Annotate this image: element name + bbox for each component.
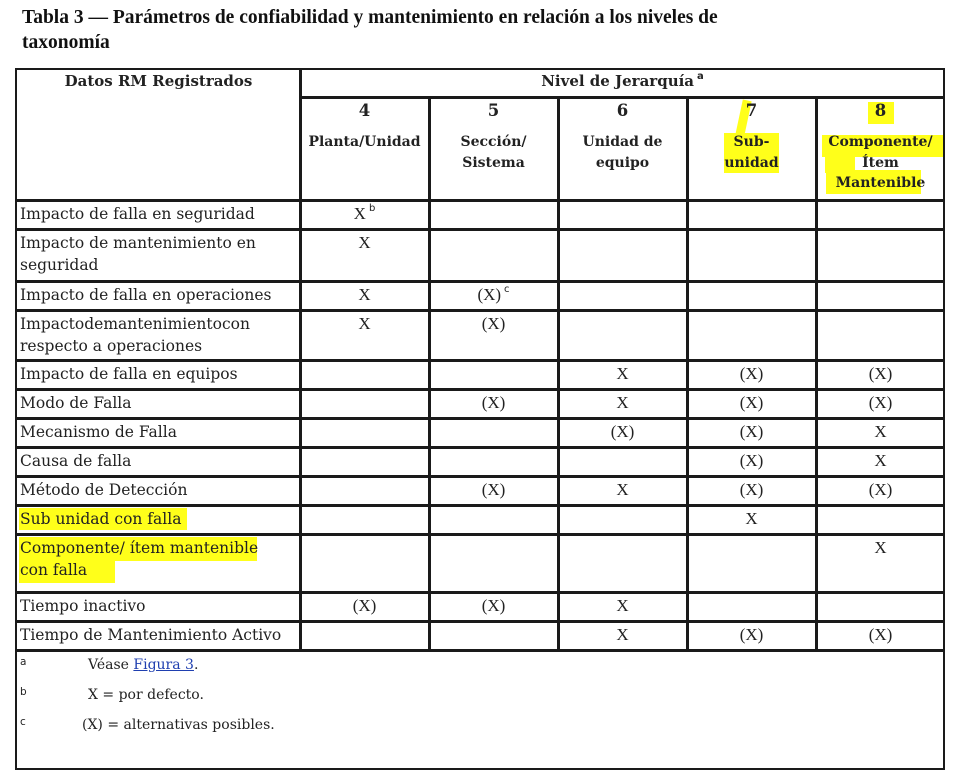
level-name-8: Componente/: [828, 134, 933, 150]
table-title-line-1: Tabla 3 — Parámetros de confiabilidad y mantenimiento en relación a los niveles de: [22, 7, 718, 28]
column-divider: [299, 68, 302, 650]
level-number-7: 7: [745, 101, 758, 120]
row-divider: [15, 309, 945, 312]
cell-value: X: [616, 625, 629, 644]
row-divider: [15, 199, 945, 202]
cell-value: (X): [739, 480, 764, 499]
cell-value: (X): [610, 422, 635, 441]
table-cell-mark: [429, 314, 558, 334]
table-cell-mark: [687, 393, 816, 413]
cell-value: (X): [481, 314, 506, 333]
level-number-6: 6: [616, 101, 629, 120]
cell-value: X: [358, 233, 371, 252]
table-cell-mark: [429, 393, 558, 413]
table-cell-mark: [558, 625, 687, 645]
cell-value: X: [874, 422, 887, 441]
row-label: respecto a operaciones: [20, 337, 203, 355]
level-name-5: Sistema: [462, 154, 525, 171]
cell-value: X: [616, 364, 629, 383]
cell-value: X: [358, 285, 371, 304]
footnote-key: b: [20, 686, 27, 698]
cell-value: X: [353, 204, 366, 223]
figure-3-link[interactable]: Figura 3: [133, 657, 194, 673]
table-cell-mark: [300, 285, 429, 305]
table-cell-mark: [816, 451, 945, 471]
table-cell-mark: [687, 451, 816, 471]
table-cell-mark: [429, 596, 558, 616]
cell-value: (X): [868, 393, 893, 412]
table-title: [22, 5, 942, 55]
footnote-text: [88, 657, 198, 673]
column-divider: [428, 97, 431, 650]
table-cell-mark: [558, 480, 687, 500]
footnote-body: Véase: [88, 657, 134, 673]
cell-value: (X): [352, 596, 377, 615]
table-cell-mark: [687, 364, 816, 384]
cell-footnote-ref: b: [368, 203, 376, 214]
row-label: Sub unidad con falla: [20, 510, 182, 528]
table-title-line-2: taxonomía: [22, 32, 110, 53]
header-group-note: a: [697, 71, 704, 82]
cell-value: X: [616, 480, 629, 499]
row-divider: [15, 591, 945, 594]
level-name-6: Unidad de: [582, 134, 663, 150]
table-cell-mark: [300, 596, 429, 616]
table-cell-mark: [687, 480, 816, 500]
row-label: seguridad: [20, 256, 99, 274]
table-cell-mark: [429, 480, 558, 500]
cell-value: (X): [739, 364, 764, 383]
level-number-8: 8: [874, 101, 887, 120]
row-label: Impactodemantenimientocon: [20, 315, 250, 333]
table-cell-mark: [816, 625, 945, 645]
cell-value: (X): [868, 625, 893, 644]
header-group-label: Nivel de Jerarquía: [541, 72, 695, 90]
row-divider: [15, 280, 945, 283]
row-divider: [15, 417, 945, 420]
row-divider: [15, 533, 945, 536]
cell-value: X: [745, 509, 758, 528]
level-name-4: Planta/Unidad: [308, 134, 421, 150]
row-label: Impacto de falla en seguridad: [20, 205, 255, 223]
level-name-8: Mantenible: [835, 175, 926, 191]
cell-footnote-ref: c: [504, 284, 510, 295]
row-divider: [15, 620, 945, 623]
cell-value: X: [874, 451, 887, 470]
cell-value: (X): [477, 285, 502, 304]
cell-value: X: [358, 314, 371, 333]
row-divider: [15, 446, 945, 449]
row-label: Modo de Falla: [20, 394, 132, 412]
row-divider: [15, 388, 945, 391]
footnote-text: [88, 687, 204, 703]
cell-value: X: [874, 538, 887, 557]
row-divider: [15, 649, 945, 652]
cell-value: (X): [739, 393, 764, 412]
table-cell-mark: [687, 422, 816, 442]
table-cell-mark: [816, 480, 945, 500]
row-divider: [300, 96, 945, 99]
cell-value: (X): [868, 364, 893, 383]
header-group: [300, 72, 945, 90]
level-name-7: Sub-: [733, 134, 770, 150]
footnote-punctuation: .: [193, 657, 199, 673]
table-cell-mark: [429, 285, 558, 305]
table-cell-mark: [300, 204, 429, 224]
level-number-4: 4: [358, 101, 371, 120]
row-label: Tiempo de Mantenimiento Activo: [20, 626, 282, 644]
footnote-body: (X) = alternativas posibles.: [82, 717, 275, 733]
footnote-key: c: [20, 716, 26, 728]
table-cell-mark: [558, 422, 687, 442]
table-cell-mark: [558, 596, 687, 616]
row-label: con falla: [20, 561, 88, 579]
header-data-col: [17, 72, 300, 90]
level-name-7: unidad: [724, 154, 779, 171]
table-cell-mark: [816, 364, 945, 384]
row-label: Mecanismo de Falla: [20, 423, 177, 441]
level-number-5: 5: [487, 101, 500, 120]
cell-value: X: [616, 393, 629, 412]
table-cell-mark: [816, 422, 945, 442]
cell-value: (X): [481, 480, 506, 499]
row-label: Tiempo inactivo: [20, 597, 146, 615]
table-cell-mark: [558, 364, 687, 384]
cell-value: (X): [481, 393, 506, 412]
cell-value: (X): [739, 422, 764, 441]
level-name-6: equipo: [595, 154, 650, 171]
row-divider: [15, 504, 945, 507]
table-cell-mark: [816, 393, 945, 413]
row-label: Impacto de falla en operaciones: [20, 286, 272, 304]
row-divider: [15, 228, 945, 231]
row-divider: [15, 475, 945, 478]
footnote-text: [82, 717, 275, 733]
cell-value: (X): [739, 451, 764, 470]
row-label: Método de Detección: [20, 481, 188, 499]
footnote-body: X = por defecto.: [88, 687, 204, 703]
cell-value: (X): [868, 480, 893, 499]
header-data-col-label: Datos RM Registrados: [64, 72, 253, 90]
table-cell-mark: [300, 314, 429, 334]
table-cell-mark: [687, 509, 816, 529]
row-label: Impacto de falla en equipos: [20, 365, 238, 383]
cell-value: (X): [739, 625, 764, 644]
table-cell-mark: [300, 233, 429, 253]
cell-value: (X): [481, 596, 506, 615]
table-cell-mark: [687, 625, 816, 645]
row-label: Causa de falla: [20, 452, 132, 470]
level-name-5: Sección/: [460, 134, 527, 150]
table-cell-mark: [558, 393, 687, 413]
table-cell-mark: [816, 538, 945, 558]
footnote-key: a: [20, 656, 27, 668]
row-label: Impacto de mantenimiento en: [20, 234, 256, 252]
level-name-8: Ítem: [862, 154, 899, 171]
cell-value: X: [616, 596, 629, 615]
row-divider: [15, 359, 945, 362]
row-label: Componente/ ítem mantenible: [20, 539, 259, 557]
